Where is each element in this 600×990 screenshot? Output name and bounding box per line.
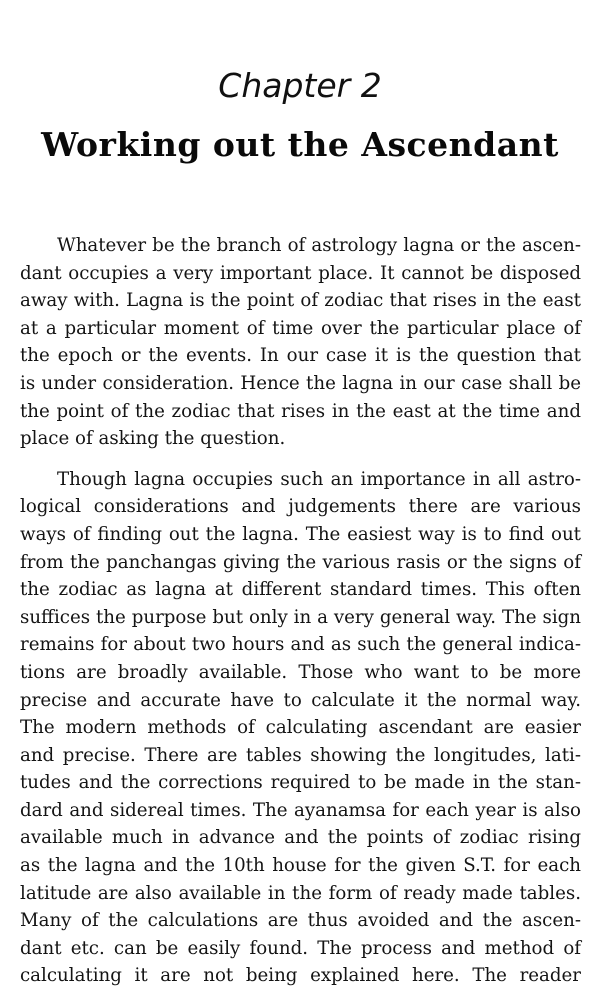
text-line: latitude are also available in the form of ready made tables.	[20, 882, 581, 904]
paragraph-2	[20, 466, 581, 990]
text-line: Many of the calculations are thus avoided and the ascen-	[20, 910, 581, 932]
text-line: dant etc. can be easily found. The process and method of	[20, 937, 581, 959]
text-line: logical considerations and judgements there are various	[20, 496, 581, 518]
text-line: Whatever be the branch of astrology lagna or the ascen-	[57, 235, 581, 256]
chapter-body	[20, 232, 581, 990]
paragraph-spacer	[20, 453, 581, 466]
text-line: available much in advance and the points of zodiac rising	[20, 827, 581, 849]
text-line: the epoch or the events. In our case it is the question that	[20, 345, 581, 367]
text-line: is under consideration. Hence the lagna in our case shall be	[20, 372, 581, 394]
text-line: dard and sidereal times. The ayanamsa for each year is also	[20, 799, 581, 821]
text-line: as the lagna and the 10th house for the given S.T. for each	[20, 855, 581, 877]
text-line: suffices the purpose but only in a very general way. The sign	[20, 606, 581, 628]
text-line: the zodiac as lagna at different standard times. This often	[20, 579, 581, 601]
text-line: The modern methods of calculating ascendant are easier	[20, 717, 581, 739]
text-line: and precise. There are tables showing the longitudes, lati-	[20, 744, 581, 766]
text-line: place of asking the question.	[20, 428, 286, 450]
chapter-title: Working out the Ascendant	[41, 125, 559, 164]
paragraph-1	[20, 232, 581, 453]
text-line: tudes and the corrections required to be made in the stan-	[20, 772, 581, 794]
text-line: Though lagna occupies such an importance in all astro-	[57, 468, 581, 490]
text-line: tions are broadly available. Those who want to be more	[20, 661, 581, 683]
text-line: remains for about two hours and as such the general indica-	[20, 634, 581, 656]
text-line: the point of the zodiac that rises in the east at the time and	[20, 400, 581, 422]
text-line: dant occupies a very important place. It cannot be disposed	[20, 262, 581, 284]
text-line: at a particular moment of time over the particular place of	[20, 317, 581, 339]
text-line: precise and accurate have to calculate it the normal way.	[20, 689, 581, 711]
text-line: ways of finding out the lagna. The easiest way is to find out	[20, 523, 581, 545]
text-line: from the panchangas giving the various rasis or the signs of	[20, 551, 581, 573]
text-line: away with. Lagna is the point of zodiac that rises in the east	[20, 290, 581, 312]
chapter-number: Chapter 2	[218, 66, 382, 105]
text-line: calculating it are not being explained here. The reader	[20, 965, 581, 987]
